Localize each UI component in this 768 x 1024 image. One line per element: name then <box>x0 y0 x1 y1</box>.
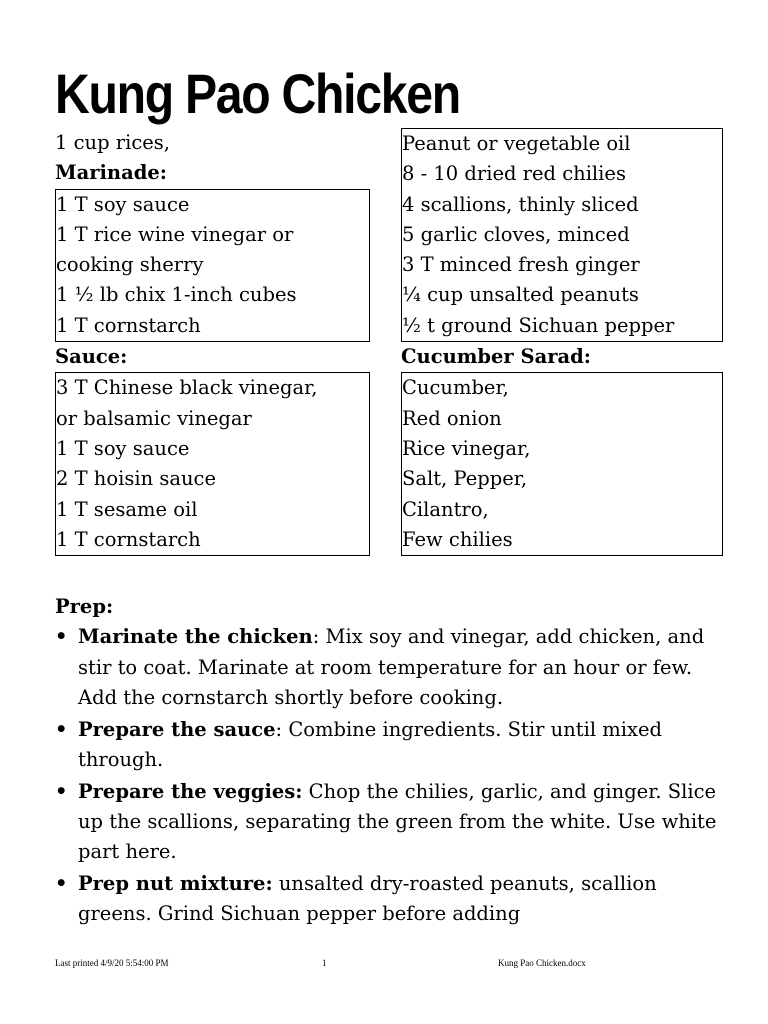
right-column <box>401 128 723 556</box>
bullet-icon: • <box>55 872 68 896</box>
last-printed: Last printed 4/9/20 5:54:00 PM <box>55 958 169 968</box>
marinade-box <box>55 189 370 342</box>
step-label: Marinate the chicken <box>78 625 313 649</box>
ingredient-line: 1 T sesame oil <box>56 497 198 521</box>
sauce-box <box>55 372 370 556</box>
ingredient-line: 4 scallions, thinly sliced <box>402 192 639 216</box>
salad-heading: Cucumber Sarad: <box>401 345 591 369</box>
file-name: Kung Pao Chicken.docx <box>498 958 586 968</box>
prep-list <box>55 622 735 929</box>
step-label: Prepare the sauce <box>78 717 276 741</box>
prep-heading: Prep: <box>55 595 114 618</box>
ingredient-line: 1 T cornstarch <box>56 313 201 337</box>
ingredient-line: or balsamic vinegar <box>56 406 252 430</box>
ingredient-line: 3 T Chinese black vinegar, <box>56 376 318 400</box>
step-label: Prep nut mixture: <box>78 872 273 896</box>
step-label: Prepare the veggies: <box>78 779 303 803</box>
ingredient-line: Few chilies <box>402 527 513 551</box>
bullet-icon: • <box>55 625 68 649</box>
salad-box <box>401 372 723 556</box>
ingredient-line: 8 - 10 dried red chilies <box>402 162 626 186</box>
ingredient-line: Cilantro, <box>402 497 489 521</box>
ingredient-line: Rice vinegar, <box>402 436 531 460</box>
stirfry-box <box>401 128 723 342</box>
step-text: unsalted dry-roasted peanuts, scallion greens. Grind Sichuan pepper before adding <box>78 872 657 926</box>
ingredient-line: 1 T soy sauce <box>56 436 190 460</box>
rice-line: 1 cup rices, <box>55 131 170 154</box>
ingredient-line: Red onion <box>402 406 502 430</box>
ingredient-line: 1 T rice wine vinegar or <box>56 222 294 246</box>
list-item <box>55 777 735 868</box>
ingredient-line: ¼ cup unsalted peanuts <box>402 283 639 307</box>
ingredient-line: 2 T hoisin sauce <box>56 467 216 491</box>
ingredient-line: 1 ½ lb chix 1-inch cubes <box>56 283 297 307</box>
bullet-icon: • <box>55 779 68 803</box>
ingredient-line: 5 garlic cloves, minced <box>402 222 630 246</box>
ingredient-line: cooking sherry <box>56 253 204 277</box>
step-text: : Combine ingredients. Stir until mixed through. <box>78 717 663 771</box>
list-item <box>55 622 735 713</box>
ingredient-line: ½ t ground Sichuan pepper <box>402 313 675 337</box>
step-text: Chop the chilies, garlic, and ginger. Slice up the scallions, separating the green from the white. Use white part here. <box>78 779 717 864</box>
ingredient-line: Peanut or vegetable oil <box>402 132 631 155</box>
marinade-heading: Marinade: <box>55 161 167 185</box>
list-item <box>55 869 735 930</box>
ingredient-line: Salt, Pepper, <box>402 467 528 491</box>
page-footer <box>0 958 768 972</box>
ingredient-line: 1 T cornstarch <box>56 527 201 551</box>
list-item <box>55 715 735 776</box>
bullet-icon: • <box>55 717 68 741</box>
ingredient-line: 1 T soy sauce <box>56 192 190 216</box>
page-title: Kung Pao Chicken <box>55 62 460 125</box>
ingredient-line: Cucumber, <box>402 376 509 400</box>
prep-section <box>55 592 735 931</box>
page-number: 1 <box>322 958 327 968</box>
sauce-heading: Sauce: <box>55 345 128 369</box>
left-column <box>55 128 370 556</box>
step-text: : Mix soy and vinegar, add chicken, and stir to coat. Marinate at room temperature for an hour or few. Add the cornstarch shortly before cooking. <box>78 625 705 709</box>
ingredient-line: 3 T minced fresh ginger <box>402 253 640 277</box>
